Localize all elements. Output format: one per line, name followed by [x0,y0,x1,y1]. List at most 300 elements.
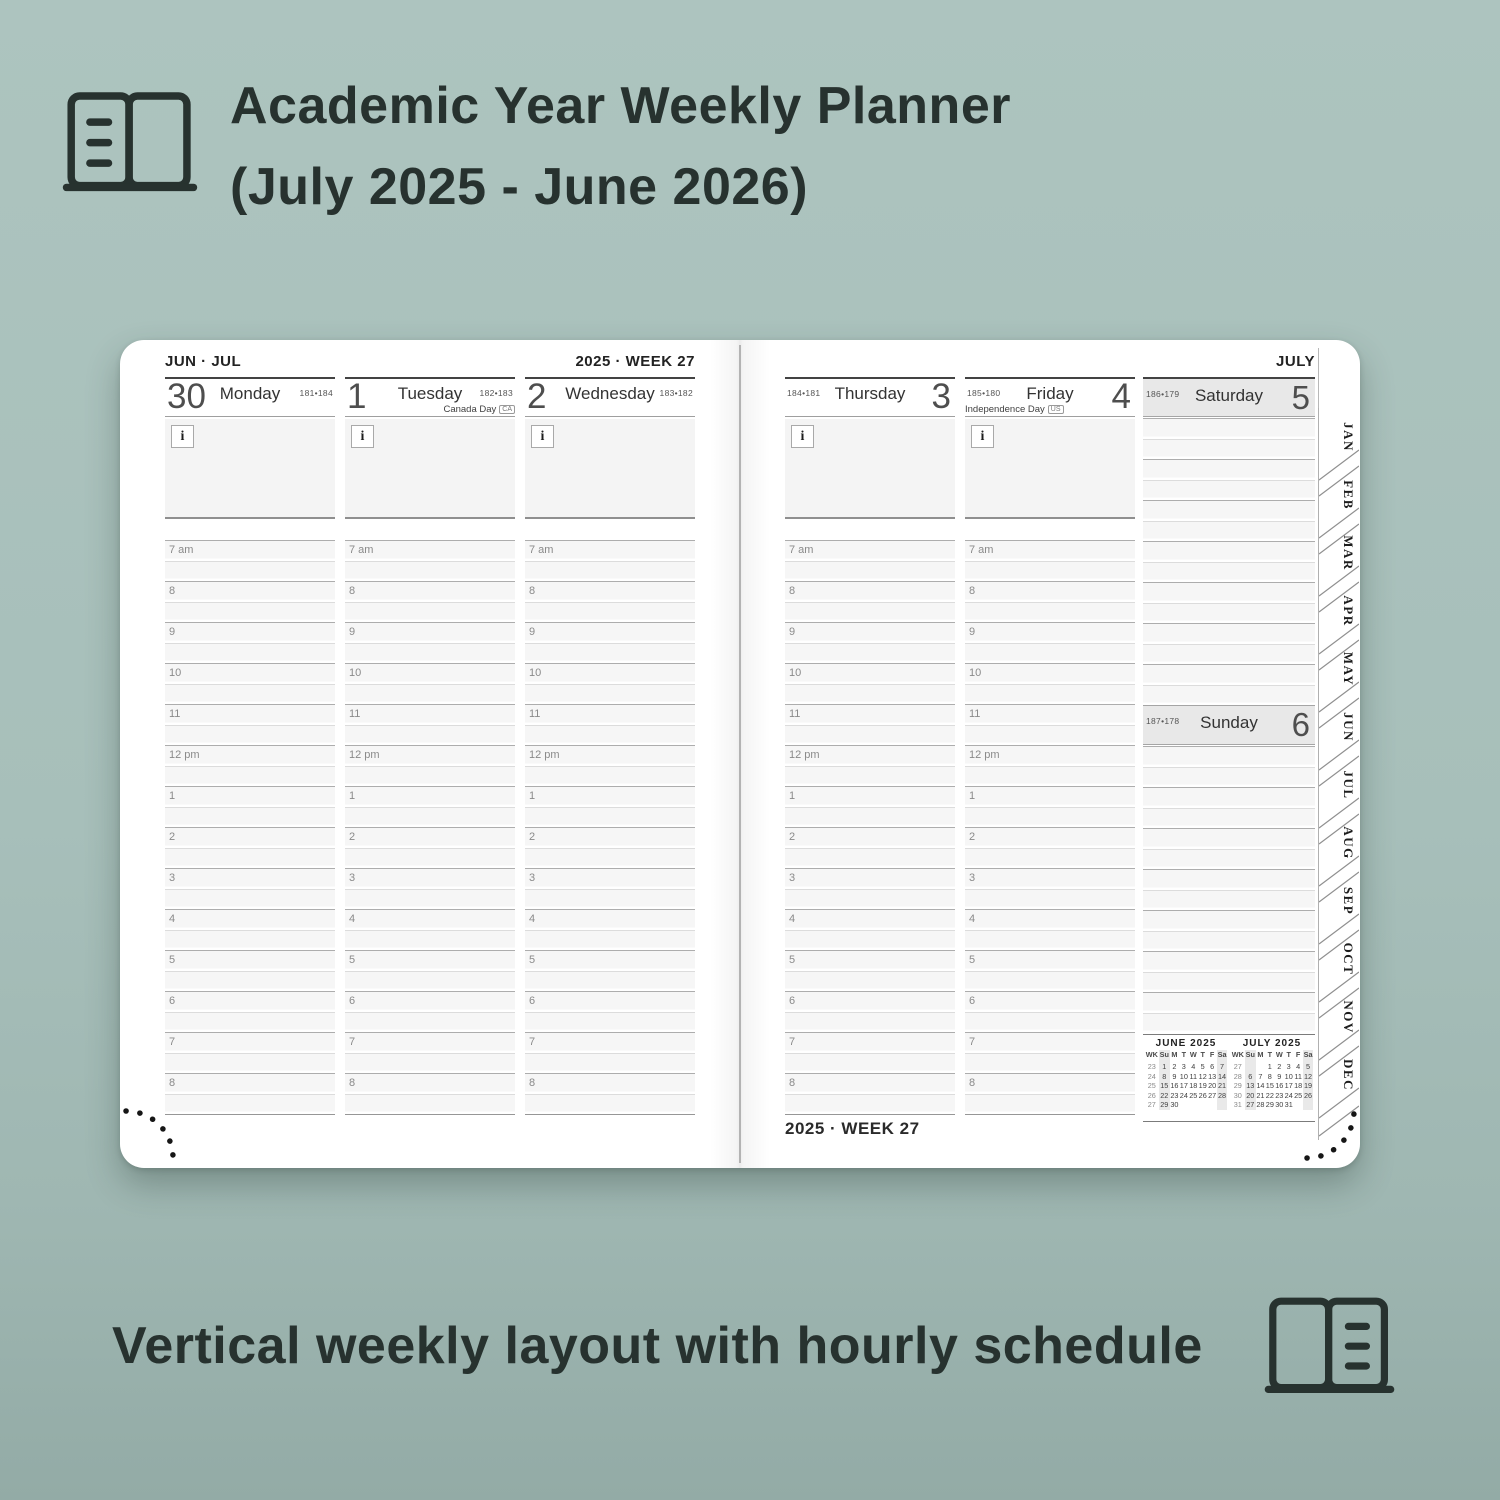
ruled-line [1143,746,1315,767]
half-hour-row [345,1053,515,1074]
ruled-line [1143,767,1315,788]
hour-block [785,1032,955,1073]
hour-block [965,1032,1135,1073]
sunday-header [1143,705,1315,745]
hour-block [785,909,955,950]
ruled-line [1143,685,1315,706]
holiday-country-tag: US [1048,405,1064,414]
day-name: Thursday [834,384,906,403]
hour-row: 6 [525,991,695,1012]
caption-text: Vertical weekly layout with hourly schedule [112,1317,1203,1375]
mini-calendar-june: JUNE 2025 WK Su M T W T F Sa 23 1 2 3 4 5 6 7 24 8 9 10 11 12 13 14 25 15 16 17 18 19 20 21 26 22 23 24 25 26 27 28 27 29 30 [1143,1035,1229,1121]
hour-row: 1 [525,786,695,807]
hour-row: 8 [345,581,515,602]
hour-row: 7 am [525,540,695,561]
half-hour-row [525,971,695,992]
hour-block [965,704,1135,745]
hour-row: 12 pm [165,745,335,766]
hour-block [165,622,335,663]
half-hour-row [525,848,695,869]
hour-row: 7 [965,1032,1135,1053]
half-hour-row [965,561,1135,582]
day-of-year: 186•179 [1146,389,1180,399]
hour-row: 1 [965,786,1135,807]
day-name: Sunday [1200,713,1258,732]
planner-spread [120,340,1360,1168]
half-hour-row [165,602,335,623]
hour-row: 11 [965,704,1135,725]
hour-block [525,909,695,950]
half-hour-row [965,602,1135,623]
hour-block [165,909,335,950]
half-hour-row [525,889,695,910]
open-planner-icon-mirrored [1262,1288,1397,1413]
hour-block [165,991,335,1032]
hour-row: 12 pm [525,745,695,766]
half-hour-row [965,848,1135,869]
ruled-line [1143,541,1315,562]
day-of-year: 181•184 [299,388,333,398]
half-hour-row [965,889,1135,910]
hour-row: 6 [785,991,955,1012]
hour-grid [165,540,335,1115]
ruled-line [1143,972,1315,993]
ruled-line [1143,992,1315,1013]
hour-block [345,1032,515,1073]
hour-row: 5 [345,950,515,971]
ruled-line [1143,1013,1315,1034]
day-of-year: 183•182 [659,388,693,398]
hour-row: 12 pm [785,745,955,766]
day-column-friday [965,340,1135,1130]
half-hour-row [345,889,515,910]
ruled-line [1143,931,1315,952]
tab-jul: JUL [1341,770,1356,800]
hour-row: 7 am [165,540,335,561]
hour-block [165,1032,335,1073]
half-hour-row [965,807,1135,828]
hour-block [525,950,695,991]
half-hour-row [785,807,955,828]
hour-row: 2 [525,827,695,848]
hour-row: 10 [345,663,515,684]
ruled-line [1143,910,1315,931]
day-number: 30 [167,377,206,416]
hour-row: 3 [965,868,1135,889]
half-hour-row [345,848,515,869]
hour-block [345,663,515,704]
day-column-weekend [1143,340,1315,1130]
half-hour-row [965,1053,1135,1074]
hour-block [965,868,1135,909]
hour-block [525,1032,695,1073]
saturday-header [1143,377,1315,417]
info-icon: i [971,425,994,448]
half-hour-row [785,766,955,787]
tab-jan: JAN [1341,422,1356,452]
hour-block [345,1073,515,1114]
hour-grid [965,540,1135,1115]
day-of-year: 185•180 [967,388,1001,398]
half-hour-row [525,684,695,705]
day-number: 3 [931,377,951,416]
tab-dec: DEC [1341,1059,1356,1091]
hour-block [525,868,695,909]
half-hour-row [965,971,1135,992]
info-icon: i [531,425,554,448]
half-hour-row [165,971,335,992]
day-number: 1 [347,377,367,416]
hour-row: 7 [345,1032,515,1053]
ruled-line [1143,439,1315,460]
half-hour-row [345,643,515,664]
ruled-line [1143,500,1315,521]
day-number: 5 [1291,379,1310,416]
week-label-top: 2025 · WEEK 27 [575,353,695,370]
hour-row: 7 [165,1032,335,1053]
ruled-line [1143,808,1315,829]
day-column-wednesday [525,340,695,1130]
page-gutter [739,345,741,1163]
hour-row: 11 [165,704,335,725]
half-hour-row [785,971,955,992]
hour-row: 5 [785,950,955,971]
hour-block [345,868,515,909]
ruled-line [1143,951,1315,972]
hour-row: 8 [345,1073,515,1094]
hour-block [965,581,1135,622]
hour-block [525,581,695,622]
hour-row: 1 [345,786,515,807]
half-hour-row [165,1012,335,1033]
tab-oct: OCT [1341,942,1356,976]
ruled-line [1143,562,1315,583]
half-hour-row [345,602,515,623]
ruled-line [1143,480,1315,501]
tab-jun: JUN [1341,712,1356,742]
half-hour-row [345,561,515,582]
hour-row: 10 [525,663,695,684]
open-planner-icon [60,82,200,212]
hour-row: 6 [345,991,515,1012]
hour-block [785,581,955,622]
hour-block [965,745,1135,786]
month-tabs [1318,408,1359,1140]
half-hour-row [785,1012,955,1033]
hour-row: 7 am [345,540,515,561]
half-hour-row [525,1012,695,1033]
notes-area [785,419,955,519]
tab-feb: FEB [1341,480,1356,510]
hour-block [965,1073,1135,1114]
hour-block [785,540,955,581]
ruled-line [1143,664,1315,685]
hour-block [785,745,955,786]
hour-row: 9 [785,622,955,643]
hour-block [525,827,695,868]
day-number: 6 [1291,706,1310,743]
half-hour-row [345,725,515,746]
hour-row: 7 [785,1032,955,1053]
hour-block [345,540,515,581]
hour-block [525,704,695,745]
holiday-country-tag: CA [499,405,515,414]
half-hour-row [965,684,1135,705]
hour-grid [785,540,955,1115]
sunday-lines [1143,746,1315,1033]
hour-row: 8 [525,581,695,602]
day-number: 4 [1111,377,1131,416]
day-header [965,377,1135,417]
ruled-line [1143,603,1315,624]
hour-block [965,663,1135,704]
hour-block [965,786,1135,827]
hour-block [525,540,695,581]
hour-block [165,540,335,581]
half-hour-row [965,766,1135,787]
half-hour-row [965,930,1135,951]
hour-row: 2 [165,827,335,848]
ruled-line [1143,890,1315,911]
hour-block [165,868,335,909]
hour-row: 10 [165,663,335,684]
hour-block [345,581,515,622]
left-month-label: JUN · JUL [165,353,242,370]
hour-row: 8 [965,581,1135,602]
tab-nov: NOV [1341,1000,1356,1034]
hour-row: 11 [785,704,955,725]
half-hour-row [345,930,515,951]
day-of-year: 184•181 [787,388,821,398]
hour-row: 5 [165,950,335,971]
hour-row: 4 [345,909,515,930]
hour-block [785,622,955,663]
hour-block [165,581,335,622]
half-hour-row [965,725,1135,746]
hour-block [165,827,335,868]
hour-block [165,745,335,786]
ruled-line [1143,787,1315,808]
half-hour-row [165,889,335,910]
half-hour-row [525,1053,695,1074]
hour-row: 2 [965,827,1135,848]
hour-block [165,950,335,991]
hour-block [345,704,515,745]
hour-row: 9 [345,622,515,643]
day-column-monday [165,340,335,1130]
hour-row: 3 [785,868,955,889]
day-number: 2 [527,377,547,416]
day-name: Saturday [1194,386,1264,405]
hour-block [785,704,955,745]
half-hour-row [785,1094,955,1115]
half-hour-row [785,725,955,746]
hour-row: 9 [165,622,335,643]
hour-row: 2 [345,827,515,848]
hour-row: 10 [965,663,1135,684]
right-month-label: JULY [1276,353,1315,370]
ruled-line [1143,582,1315,603]
hour-block [525,663,695,704]
hour-block [165,1073,335,1114]
page-edge-line [1318,348,1319,408]
half-hour-row [165,1053,335,1074]
tab-aug: AUG [1341,826,1356,860]
tab-apr: APR [1341,595,1356,627]
half-hour-row [165,1094,335,1115]
hour-row: 8 [965,1073,1135,1094]
hour-block [965,991,1135,1032]
ruled-line [1143,828,1315,849]
half-hour-row [525,1094,695,1115]
half-hour-row [785,889,955,910]
hour-row: 8 [525,1073,695,1094]
day-header [165,377,335,417]
half-hour-row [525,602,695,623]
holiday-label: Canada Day CA [443,404,515,415]
hour-block [525,786,695,827]
hour-row: 6 [165,991,335,1012]
hour-block [785,663,955,704]
page-title [230,66,1011,227]
hour-block [785,1073,955,1114]
hour-row: 4 [525,909,695,930]
day-name: Monday [219,384,281,403]
half-hour-row [785,602,955,623]
half-hour-row [525,561,695,582]
hour-row: 4 [785,909,955,930]
hour-row: 6 [965,991,1135,1012]
half-hour-row [785,561,955,582]
hour-block [785,827,955,868]
mini-calendar-title: JUNE 2025 [1155,1038,1217,1049]
day-header [525,377,695,417]
title-line-1: Academic Year Weekly Planner [230,77,1011,135]
half-hour-row [165,643,335,664]
half-hour-row [525,930,695,951]
info-icon: i [171,425,194,448]
week-label-bottom: 2025 · WEEK 27 [785,1119,920,1138]
hour-block [345,909,515,950]
hour-row: 12 pm [345,745,515,766]
half-hour-row [785,1053,955,1074]
day-column-thursday [785,340,955,1130]
hour-row: 3 [525,868,695,889]
hour-row: 8 [785,581,955,602]
mini-calendars [1143,1034,1315,1122]
info-icon: i [351,425,374,448]
saturday-lines [1143,418,1315,705]
hour-row: 10 [785,663,955,684]
half-hour-row [165,930,335,951]
ruled-line [1143,849,1315,870]
hour-block [345,991,515,1032]
hour-block [525,622,695,663]
half-hour-row [525,643,695,664]
hour-row: 7 am [965,540,1135,561]
hour-row: 8 [165,1073,335,1094]
hour-block [785,786,955,827]
half-hour-row [345,807,515,828]
ruled-line [1143,644,1315,665]
hour-row: 9 [965,622,1135,643]
half-hour-row [965,1012,1135,1033]
half-hour-row [345,971,515,992]
hour-block [785,991,955,1032]
half-hour-row [165,561,335,582]
half-hour-row [785,848,955,869]
day-name: Friday [1026,384,1074,403]
hour-row: 1 [165,786,335,807]
hour-block [345,745,515,786]
hour-grid [345,540,515,1115]
hour-row: 12 pm [965,745,1135,766]
day-header [345,377,515,417]
half-hour-row [165,725,335,746]
hour-row: 11 [525,704,695,725]
notes-area [525,419,695,519]
hour-row: 7 am [785,540,955,561]
hour-block [165,704,335,745]
title-line-2: (July 2025 - June 2026) [230,157,809,216]
ruled-line [1143,418,1315,439]
hour-block [345,827,515,868]
ruled-line [1143,521,1315,542]
hour-block [965,827,1135,868]
day-header [785,377,955,417]
hour-block [345,622,515,663]
hour-block [965,540,1135,581]
half-hour-row [965,1094,1135,1115]
half-hour-row [525,725,695,746]
half-hour-row [165,766,335,787]
half-hour-row [525,807,695,828]
day-column-tuesday [345,340,515,1130]
hour-block [345,950,515,991]
hour-row: 3 [165,868,335,889]
half-hour-row [785,684,955,705]
hour-block [165,663,335,704]
hour-block [525,1073,695,1114]
hour-row: 11 [345,704,515,725]
half-hour-row [165,807,335,828]
half-hour-row [785,643,955,664]
hour-block [785,950,955,991]
half-hour-row [345,766,515,787]
half-hour-row [345,684,515,705]
ruled-line [1143,869,1315,890]
half-hour-row [965,643,1135,664]
tab-mar: MAR [1341,535,1356,571]
hour-row: 4 [965,909,1135,930]
tab-may: MAY [1341,651,1356,687]
hour-row: 9 [525,622,695,643]
hour-row: 1 [785,786,955,807]
hour-block [965,950,1135,991]
notes-area [165,419,335,519]
hour-row: 2 [785,827,955,848]
half-hour-row [525,766,695,787]
notes-area [345,419,515,519]
holiday-label: Independence Day US [965,404,1064,415]
hour-row: 5 [965,950,1135,971]
hour-block [525,991,695,1032]
hour-row: 7 [525,1032,695,1053]
hour-row: 8 [165,581,335,602]
tab-sep: SEP [1341,886,1356,916]
day-name: Tuesday [397,384,463,403]
hour-grid [525,540,695,1115]
